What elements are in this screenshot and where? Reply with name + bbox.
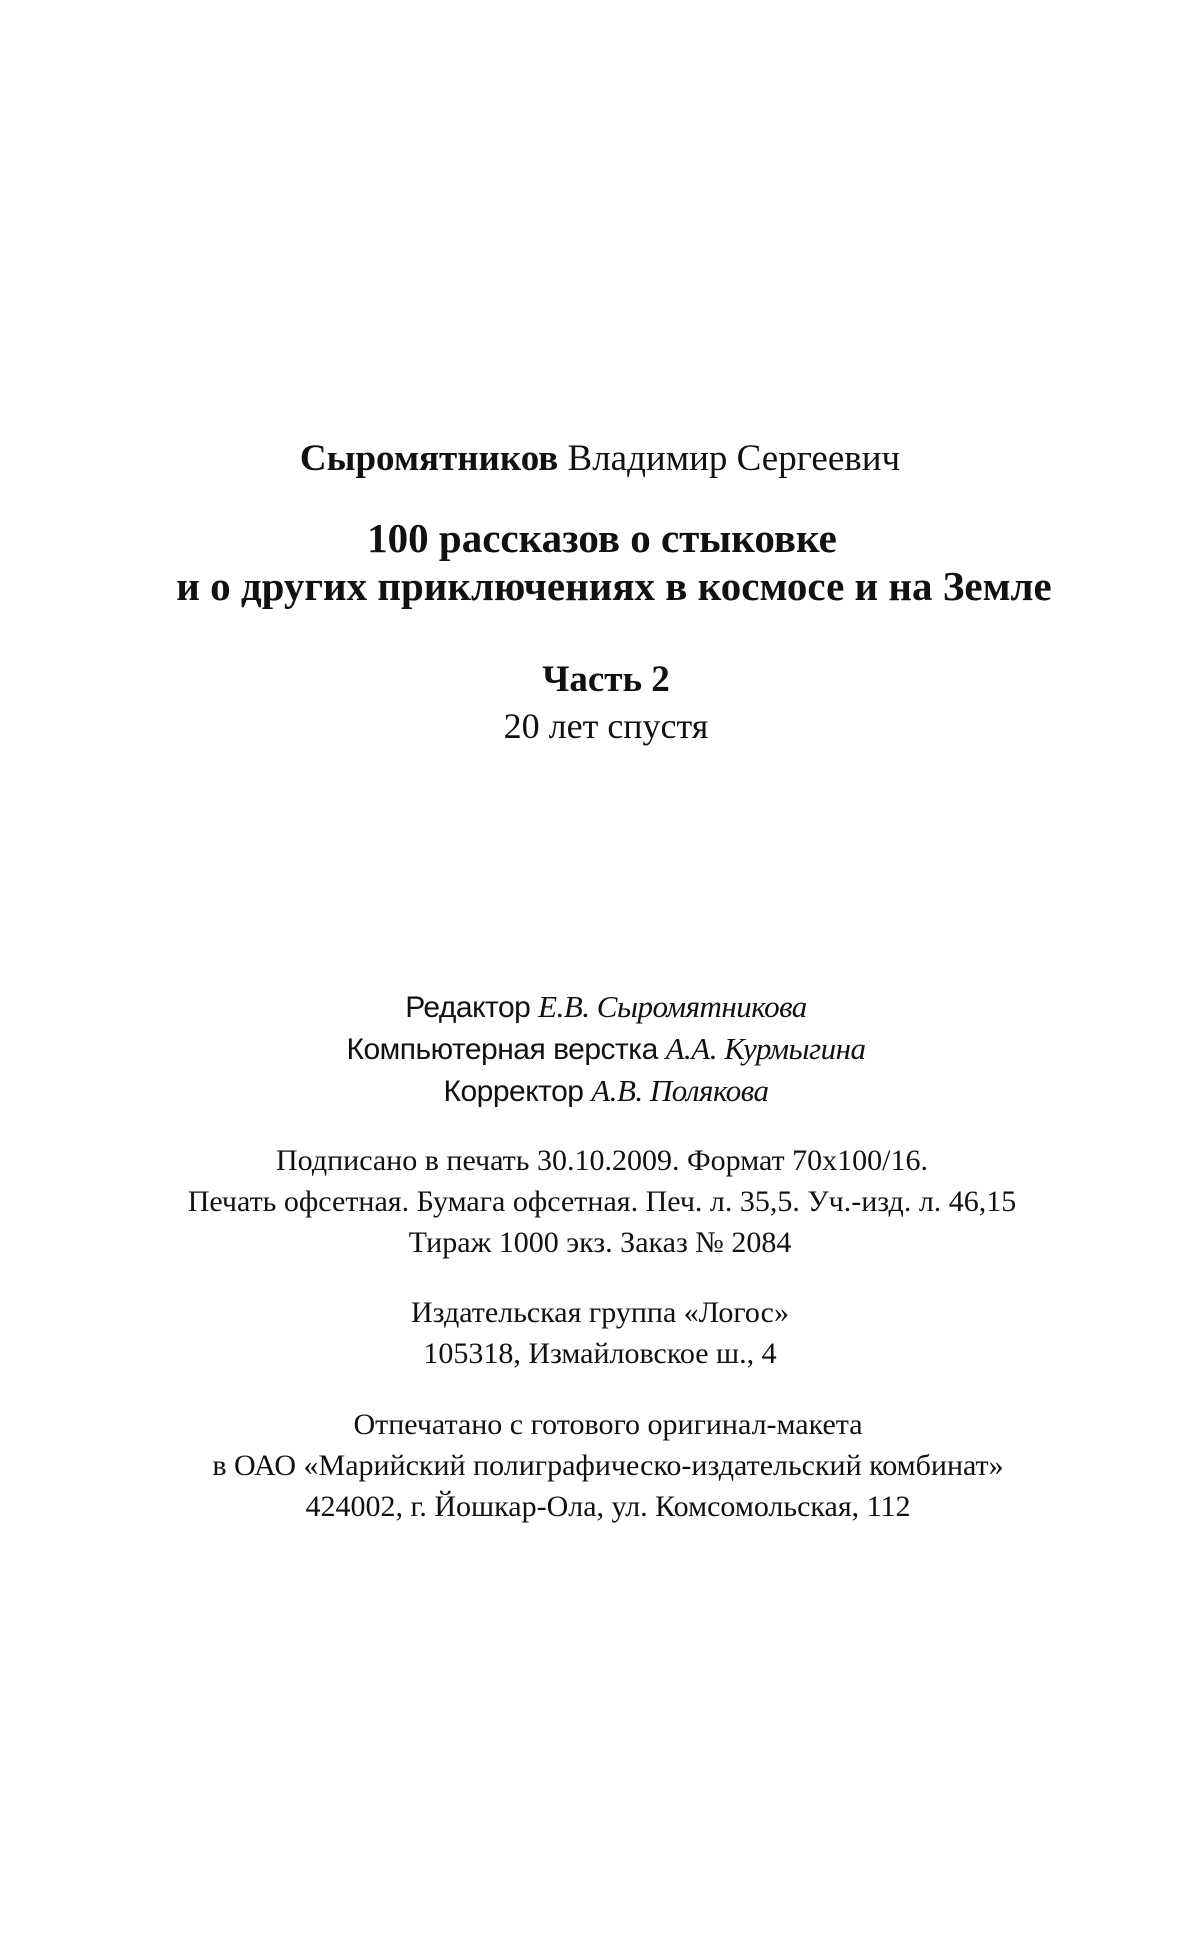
printer-address: 424002, г. Йошкар-Ола, ул. Комсомольская, 112 (305, 1490, 911, 1523)
part-label: Часть 2 (542, 659, 670, 700)
publisher-name: Издательская группа «Логос» (411, 1296, 789, 1329)
layout-credit (6, 1033, 1200, 1065)
editor-credit (6, 991, 1200, 1023)
publisher-address: 105318, Измайловское ш., 4 (423, 1337, 777, 1370)
proofreader-credit (6, 1075, 1200, 1107)
editor-role: Редактор (405, 991, 539, 1024)
proofreader-name: А.В. Полякова (591, 1073, 769, 1108)
layout-name: А.А. Курмыгина (665, 1031, 866, 1066)
imprint-line-3: Тираж 1000 экз. Заказ № 2084 (408, 1226, 792, 1259)
author-surname: Сыромятников (299, 438, 559, 479)
printer-line-2: в ОАО «Марийский полиграфическо-издательский комбинат» (212, 1449, 1004, 1482)
book-title-line-1: 100 рассказов о стыковке (367, 515, 837, 561)
imprint-line-1: Подписано в печать 30.10.2009. Формат 70х100/16. (276, 1144, 928, 1177)
printer-line-1: Отпечатано с готового оригинал-макета (353, 1408, 863, 1441)
proofreader-role: Корректор (443, 1075, 592, 1108)
book-title-line-2: и о других приключениях в космосе и на Земле (176, 563, 1052, 609)
author-line (0, 440, 1200, 477)
imprint-line-2: Печать офсетная. Бумага офсетная. Печ. л. 35,5. Уч.-изд. л. 46,15 (187, 1185, 1017, 1218)
author-given-names: Владимир Сергеевич (567, 438, 901, 479)
editor-name: Е.В. Сыромятникова (538, 989, 807, 1024)
layout-role: Компьютерная верстка (346, 1033, 666, 1066)
part-subtitle: 20 лет спустя (503, 706, 709, 746)
